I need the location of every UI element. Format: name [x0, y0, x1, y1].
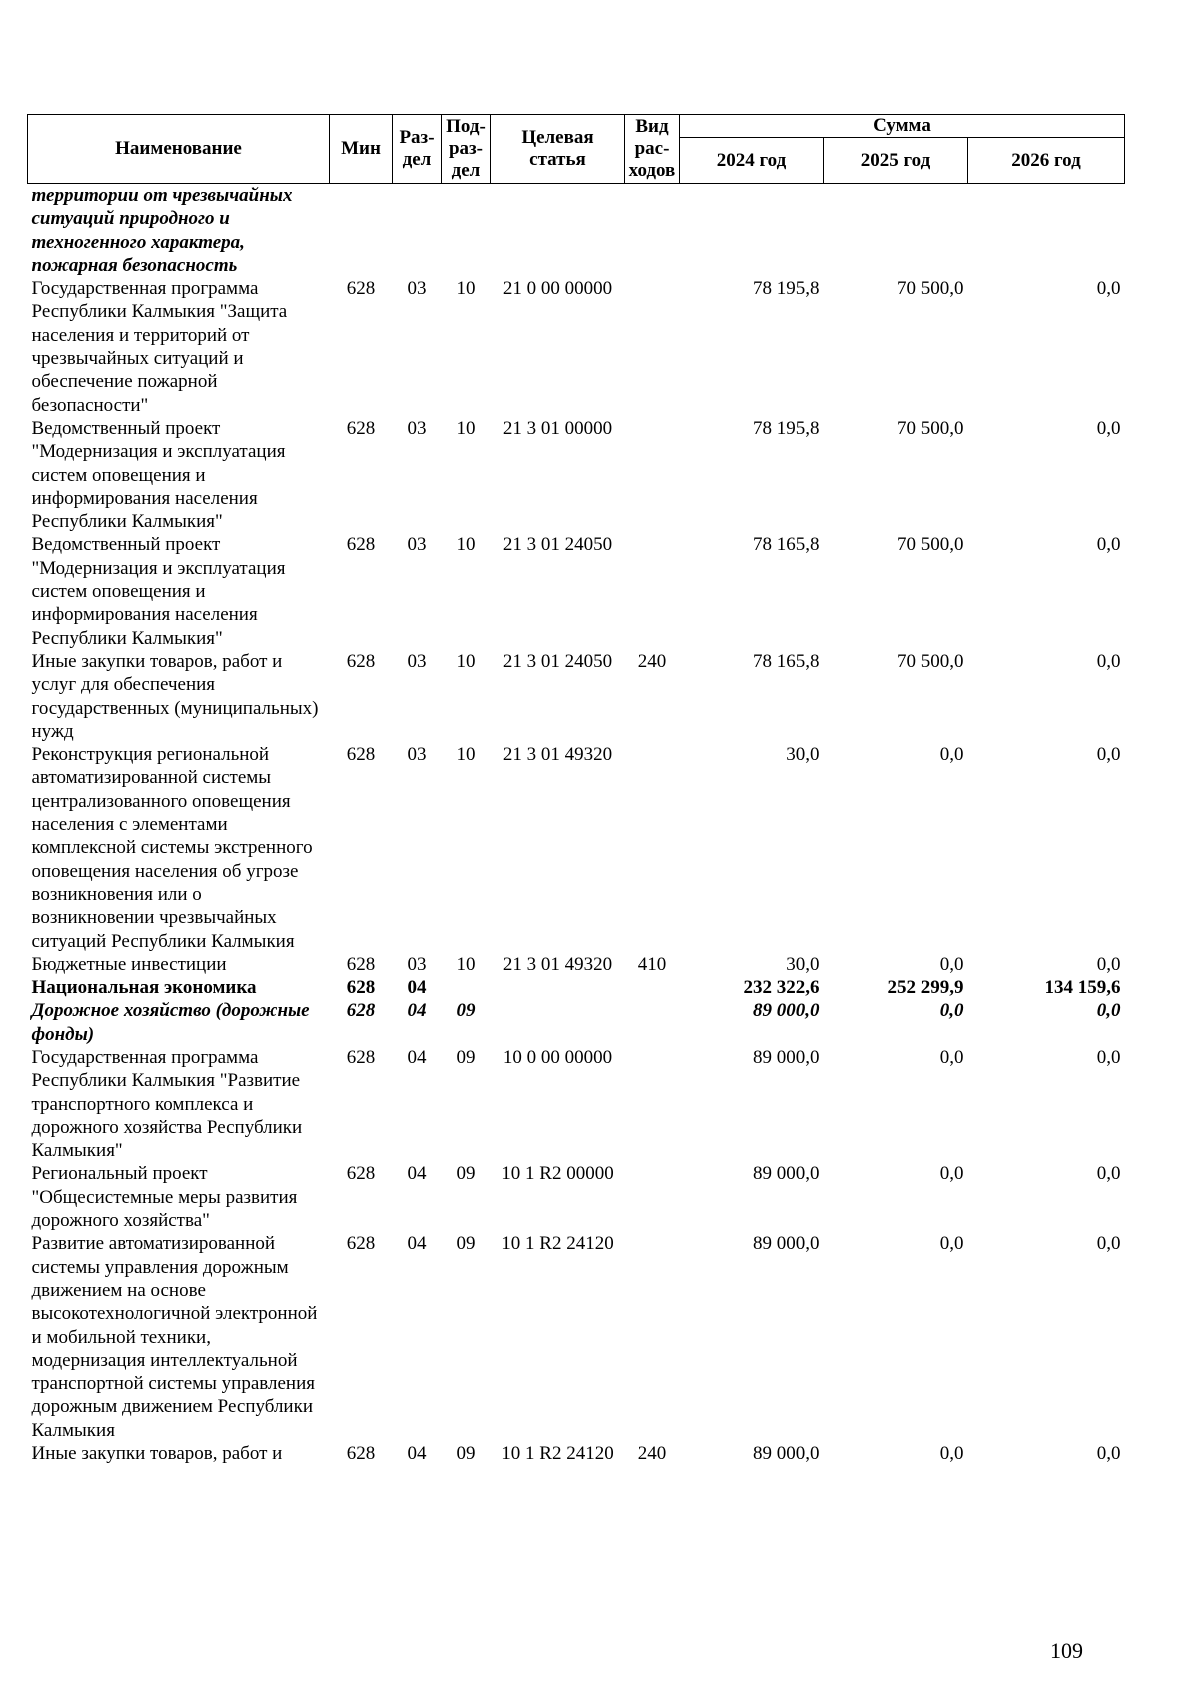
podrazdel-cell [442, 976, 491, 999]
sum-2024-cell: 89 000,0 [753, 1163, 820, 1185]
page-number: 109 [1050, 1638, 1083, 1663]
table-row [28, 999, 1125, 1046]
razdel-cell: 03 [407, 417, 427, 439]
target-cell: 21 3 01 00000 [502, 417, 613, 439]
vid-cell [625, 1046, 680, 1162]
razdel-cell: 04 [407, 1000, 427, 1022]
table-row [28, 1442, 1125, 1465]
table-row [28, 743, 1125, 953]
header-target: Целевая статья [491, 115, 625, 184]
target-cell [491, 999, 625, 1046]
sum-2024-cell: 232 322,6 [743, 977, 820, 999]
name-cell: Государственная программа Республики Калмыкия "Развитие транспортного комплекса и дорожного хозяйства Республики Калмыкия" [31, 1046, 303, 1162]
header-razdel: Раз- дел [393, 115, 442, 184]
razdel-cell: 03 [407, 278, 427, 300]
razdel-cell: 03 [407, 650, 427, 672]
name-cell: Реконструкция региональной автоматизированной системы централизованного оповещения населения с элементами комплексной системы экстренного оповещения населения об угрозе возникновения или о возникновении чрезвычайных ситуаций Республики Калмыкия [31, 744, 313, 952]
table-row [28, 533, 1125, 649]
podrazdel-cell: 09 [456, 1000, 476, 1022]
sum-2026-cell: 0,0 [1096, 953, 1121, 975]
name-cell: Иные закупки товаров, работ и услуг для обеспечения государственных (муниципальных) нужд [31, 650, 319, 742]
table-row [28, 1162, 1125, 1232]
table-row [28, 1232, 1125, 1442]
header-sum: Сумма [680, 115, 1125, 138]
sum-2026-cell: 0,0 [1096, 278, 1121, 300]
header-year-2026: 2026 год [968, 138, 1125, 184]
table-row [28, 976, 1125, 999]
table-row [28, 184, 1125, 278]
table-row [28, 953, 1125, 976]
sum-2026-cell: 0,0 [1096, 1443, 1121, 1465]
vid-cell: 240 [637, 650, 667, 672]
razdel-cell [393, 184, 442, 278]
target-cell: 21 3 01 49320 [502, 744, 613, 766]
sum-2024-cell: 89 000,0 [753, 1233, 820, 1255]
podrazdel-cell: 09 [456, 1443, 476, 1465]
header-podrazdel: Под- раз- дел [442, 115, 491, 184]
podrazdel-cell: 10 [456, 744, 476, 766]
sum-2025-cell: 0,0 [939, 953, 964, 975]
vid-cell [625, 1232, 680, 1442]
sum-2026-cell [968, 184, 1125, 278]
name-cell: территории от чрезвычайных ситуаций природного и техногенного характера, пожарная безопасность [31, 185, 293, 276]
sum-2024-cell: 89 000,0 [753, 1443, 820, 1465]
sum-2025-cell: 70 500,0 [897, 417, 964, 439]
vid-cell: 240 [637, 1443, 667, 1465]
sum-2025-cell: 0,0 [939, 1443, 964, 1465]
min-cell: 628 [346, 977, 376, 999]
sum-2024-cell [680, 184, 824, 278]
sum-2025-cell: 252 299,9 [887, 977, 964, 999]
header-year-2025: 2025 год [824, 138, 968, 184]
vid-cell: 410 [637, 953, 667, 975]
table-row [28, 417, 1125, 533]
sum-2026-cell: 0,0 [1096, 650, 1121, 672]
min-cell: 628 [346, 1046, 376, 1068]
razdel-cell: 04 [407, 1163, 427, 1185]
podrazdel-cell: 10 [456, 278, 476, 300]
min-cell: 628 [346, 534, 376, 556]
min-cell: 628 [346, 278, 376, 300]
budget-table [27, 114, 1125, 1465]
sum-2025-cell: 0,0 [939, 1233, 964, 1255]
sum-2026-cell: 0,0 [1096, 1000, 1121, 1022]
razdel-cell: 04 [407, 1046, 427, 1068]
sum-2026-cell: 0,0 [1096, 417, 1121, 439]
target-cell [491, 184, 625, 278]
target-cell: 21 3 01 49320 [502, 953, 613, 975]
header-name: Наименование [28, 115, 330, 184]
min-cell [330, 184, 393, 278]
sum-2026-cell: 0,0 [1096, 534, 1121, 556]
name-cell: Ведомственный проект "Модернизация и эксплуатация систем оповещения и информирования населения Республики Калмыкия" [31, 417, 286, 533]
sum-2025-cell [824, 184, 968, 278]
vid-cell [625, 1162, 680, 1232]
vid-cell [625, 976, 680, 999]
sum-2026-cell: 0,0 [1096, 1163, 1121, 1185]
name-cell: Развитие автоматизированной системы управления дорожным движением на основе высокотехнологичной электронной и мобильной техники, модернизация интеллектуальной транспортной системы управления дорожным движением Республики Калмыкия [31, 1233, 318, 1441]
podrazdel-cell: 10 [456, 417, 476, 439]
sum-2024-cell: 78 195,8 [753, 417, 820, 439]
podrazdel-cell: 10 [456, 650, 476, 672]
name-cell: Бюджетные инвестиции [31, 953, 227, 975]
podrazdel-cell: 10 [456, 534, 476, 556]
sum-2025-cell: 0,0 [939, 1046, 964, 1068]
target-cell: 21 3 01 24050 [502, 534, 613, 556]
sum-2026-cell: 134 159,6 [1044, 977, 1121, 999]
header-year-2024: 2024 год [680, 138, 824, 184]
header-vid: Вид рас- ходов [625, 115, 680, 184]
target-cell: 10 1 R2 00000 [501, 1163, 614, 1185]
min-cell: 628 [346, 650, 376, 672]
min-cell: 628 [346, 953, 376, 975]
sum-2025-cell: 0,0 [939, 744, 964, 766]
min-cell: 628 [346, 417, 376, 439]
table-row [28, 650, 1125, 743]
sum-2025-cell: 70 500,0 [897, 650, 964, 672]
target-cell: 10 1 R2 24120 [501, 1443, 614, 1465]
vid-cell [625, 277, 680, 417]
min-cell: 628 [346, 1163, 376, 1185]
podrazdel-cell: 09 [456, 1163, 476, 1185]
table-body [28, 184, 1125, 1466]
podrazdel-cell [442, 184, 491, 278]
sum-2024-cell: 78 165,8 [753, 650, 820, 672]
target-cell [491, 976, 625, 999]
name-cell: Региональный проект "Общесистемные меры развития дорожного хозяйства" [31, 1163, 298, 1232]
razdel-cell: 04 [407, 977, 427, 999]
sum-2024-cell: 89 000,0 [753, 1000, 820, 1022]
podrazdel-cell: 09 [456, 1046, 476, 1068]
name-cell: Государственная программа Республики Калмыкия "Защита населения и территорий от чрезвычайных ситуаций и обеспечение пожарной безопасности" [31, 278, 288, 416]
name-cell: Иные закупки товаров, работ и [31, 1443, 283, 1465]
sum-2024-cell: 30,0 [786, 744, 820, 766]
target-cell: 10 1 R2 24120 [501, 1233, 614, 1255]
target-cell: 21 0 00 00000 [502, 278, 613, 300]
header-min: Мин [330, 115, 393, 184]
sum-2026-cell: 0,0 [1096, 1046, 1121, 1068]
razdel-cell: 03 [407, 534, 427, 556]
vid-cell [625, 743, 680, 953]
vid-cell [625, 999, 680, 1046]
vid-cell [625, 184, 680, 278]
name-cell: Национальная экономика [31, 977, 257, 999]
min-cell: 628 [346, 1000, 376, 1022]
target-cell: 10 0 00 00000 [502, 1046, 613, 1068]
sum-2025-cell: 70 500,0 [897, 534, 964, 556]
sum-2026-cell: 0,0 [1096, 1233, 1121, 1255]
razdel-cell: 03 [407, 953, 427, 975]
sum-2024-cell: 30,0 [786, 953, 820, 975]
name-cell: Дорожное хозяйство (дорожные фонды) [31, 1000, 310, 1045]
podrazdel-cell: 10 [456, 953, 476, 975]
table-row [28, 1046, 1125, 1162]
razdel-cell: 04 [407, 1233, 427, 1255]
sum-2025-cell: 0,0 [939, 1163, 964, 1185]
sum-2024-cell: 89 000,0 [753, 1046, 820, 1068]
sum-2025-cell: 0,0 [939, 1000, 964, 1022]
sum-2025-cell: 70 500,0 [897, 278, 964, 300]
target-cell: 21 3 01 24050 [502, 650, 613, 672]
podrazdel-cell: 09 [456, 1233, 476, 1255]
table-row [28, 277, 1125, 417]
sum-2026-cell: 0,0 [1096, 744, 1121, 766]
vid-cell [625, 417, 680, 533]
razdel-cell: 03 [407, 744, 427, 766]
table-header [28, 115, 1125, 184]
vid-cell [625, 533, 680, 649]
sum-2024-cell: 78 195,8 [753, 278, 820, 300]
min-cell: 628 [346, 1233, 376, 1255]
name-cell: Ведомственный проект "Модернизация и эксплуатация систем оповещения и информирования населения Республики Калмыкия" [31, 534, 286, 649]
razdel-cell: 04 [407, 1443, 427, 1465]
min-cell: 628 [346, 1443, 376, 1465]
min-cell: 628 [346, 744, 376, 766]
sum-2024-cell: 78 165,8 [753, 534, 820, 556]
